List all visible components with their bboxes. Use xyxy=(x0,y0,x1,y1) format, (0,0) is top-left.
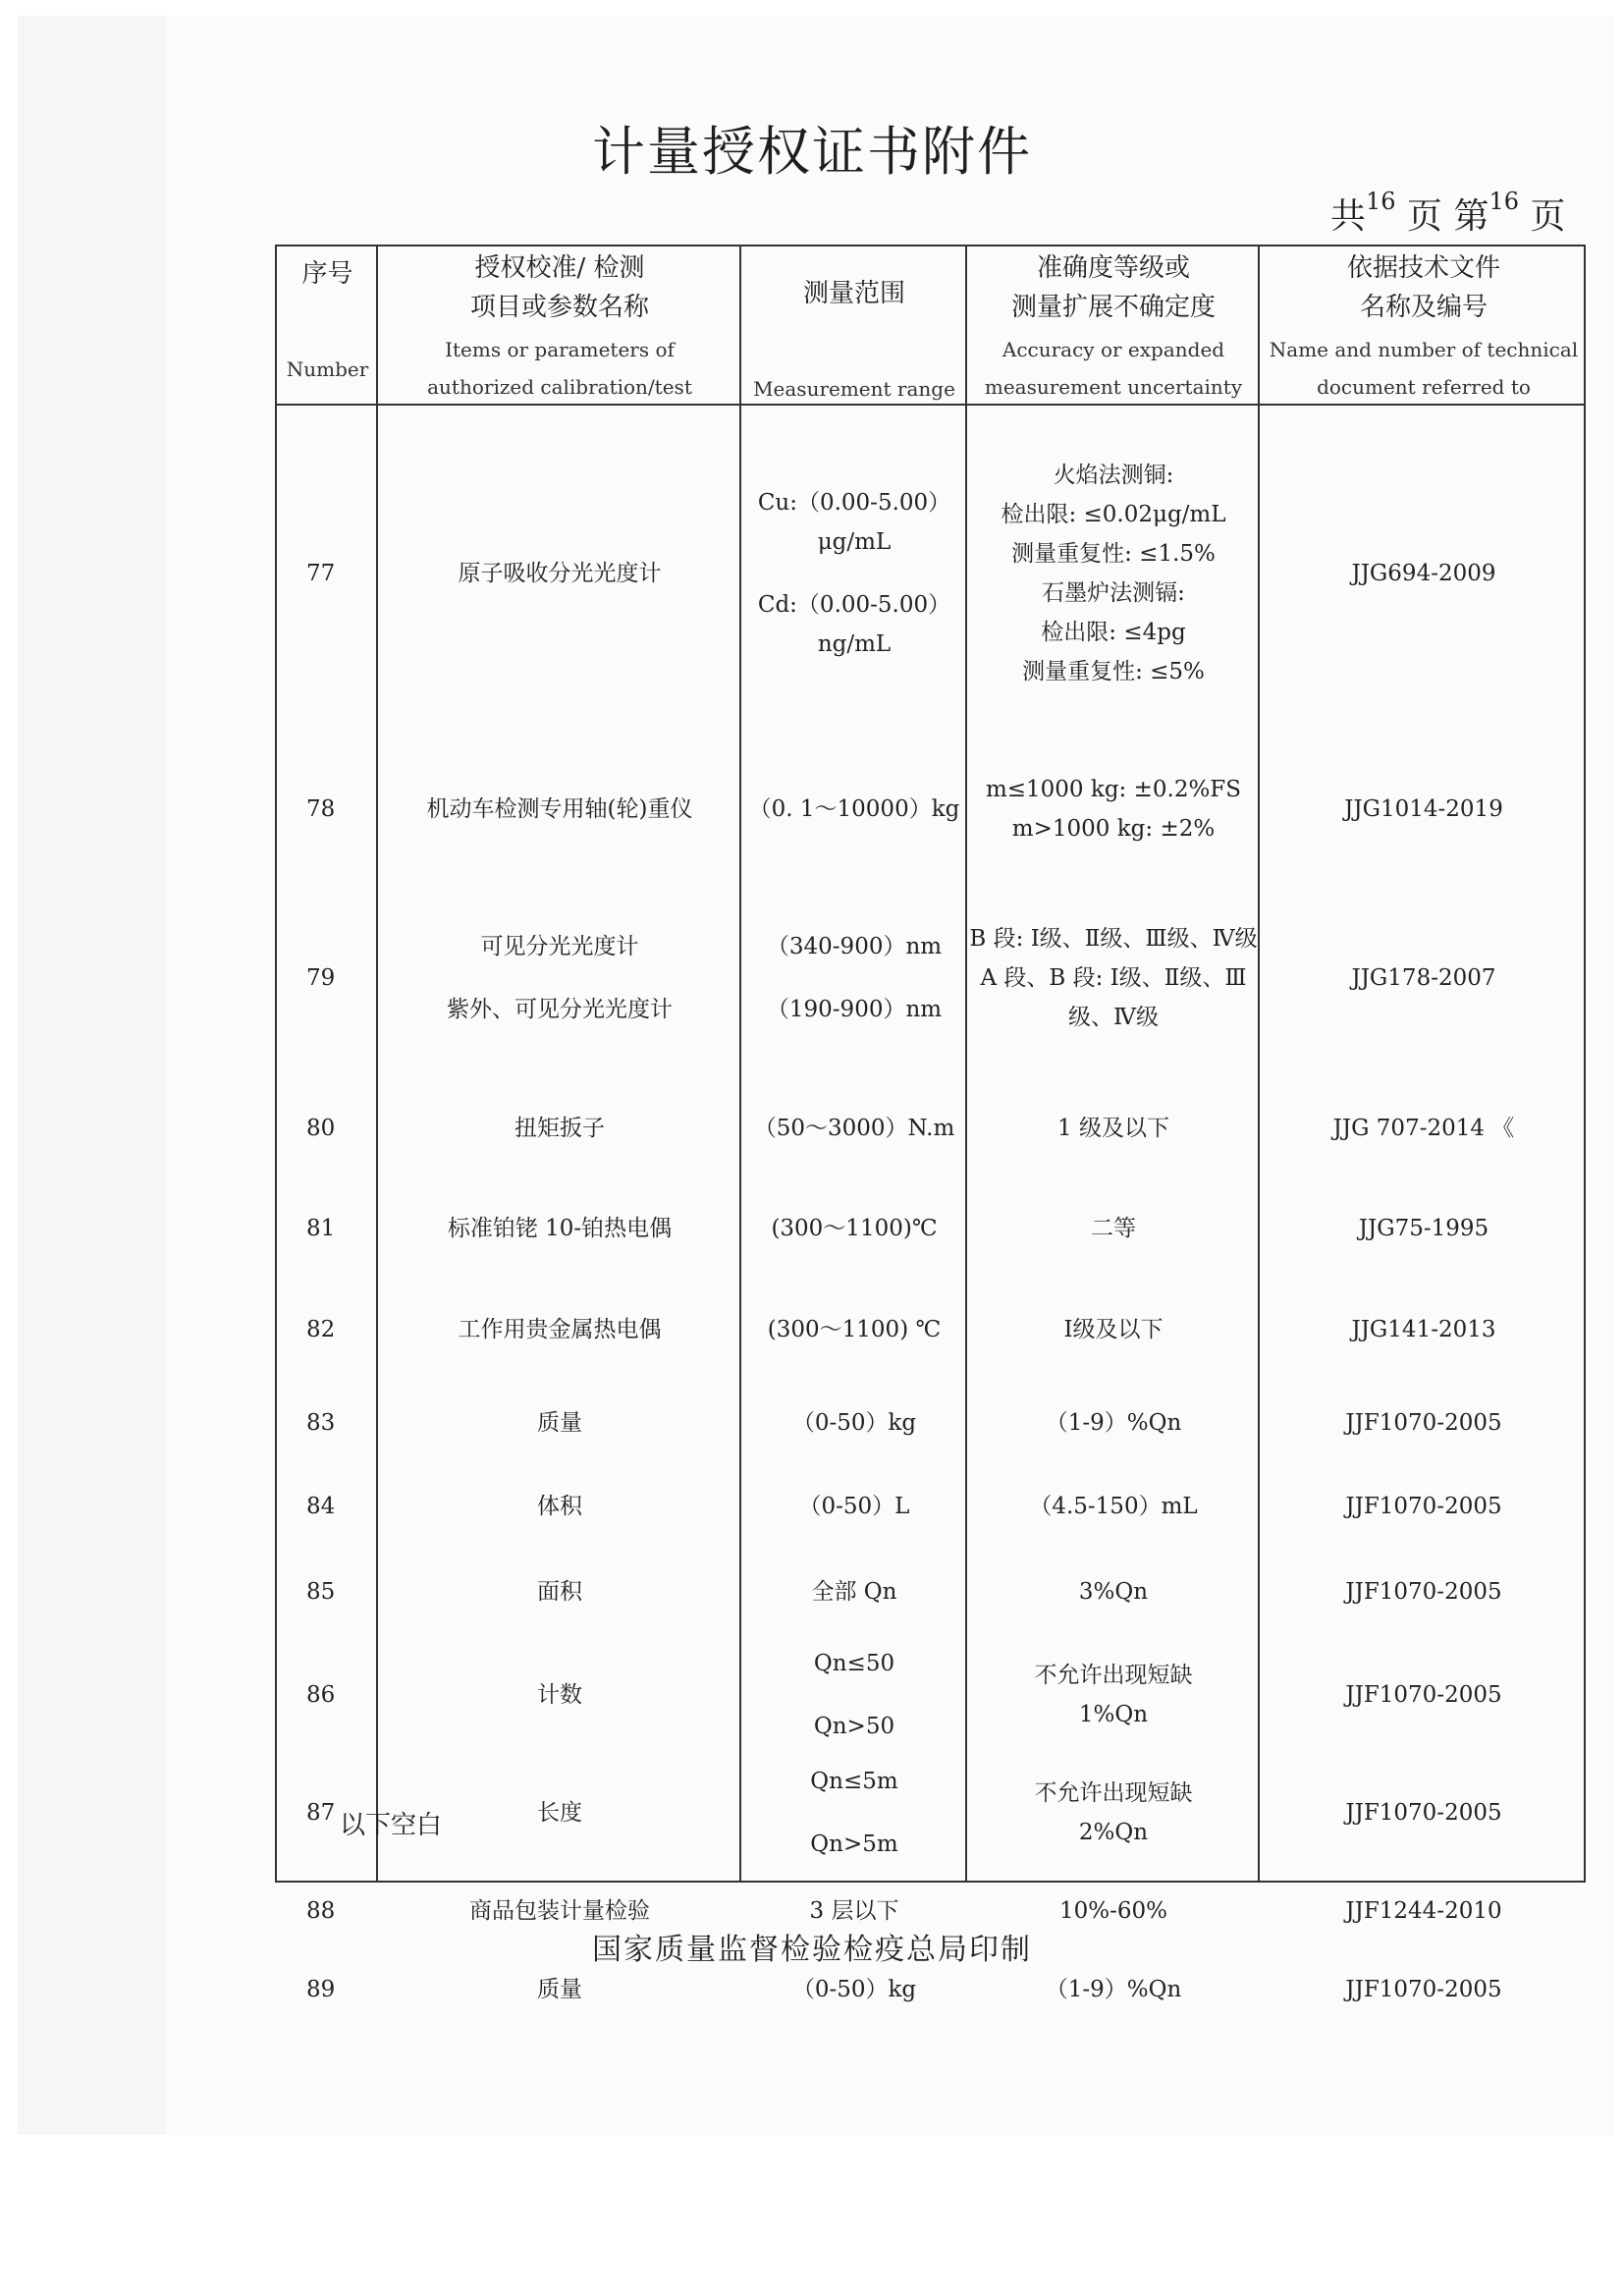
cell-range-line: Qn>5m xyxy=(810,1831,898,1857)
cell-accuracy-line: m≤1000 kg: ±0.2%FS xyxy=(985,776,1242,802)
cell-item-line: 机动车检测专用轴(轮)重仪 xyxy=(426,795,693,822)
cell-item-line: 计数 xyxy=(537,1682,582,1708)
cell-number xyxy=(277,1636,378,1754)
cell-accuracy-line: B 段: Ⅰ级、Ⅱ级、Ⅲ级、Ⅳ级 xyxy=(969,926,1258,952)
header-item xyxy=(378,246,741,406)
cell-document-line: JJG1014-2019 xyxy=(1344,795,1503,822)
cell-range-line: （50～3000）N.m xyxy=(753,1115,955,1141)
cell-accuracy xyxy=(967,1464,1260,1548)
cell-accuracy-line: 3%Qn xyxy=(1078,1579,1149,1605)
table-row xyxy=(277,738,1584,880)
cell-accuracy-line: A 段、B 段: Ⅰ级、Ⅱ级、Ⅲ级、Ⅳ级 xyxy=(980,965,1247,1030)
table-row xyxy=(277,1548,1584,1636)
cell-accuracy-line: 检出限: ≤4pg xyxy=(1041,620,1186,645)
cell-item xyxy=(378,880,741,1076)
cell-number xyxy=(277,1464,378,1548)
cell-document-line: JJG694-2009 xyxy=(1351,561,1496,586)
cell-item-line: 扭矩扳子 xyxy=(514,1115,605,1141)
cell-document-line: JJF1070-2005 xyxy=(1345,1579,1502,1605)
cell-number xyxy=(277,1179,378,1278)
cell-range xyxy=(741,1381,967,1464)
cell-item-line: 质量 xyxy=(537,1977,582,2002)
cell-document xyxy=(1260,1381,1588,1464)
cell-document-line: JJG 707-2014 《 xyxy=(1332,1115,1515,1141)
header-zh-line: 授权校准/ 检测 xyxy=(474,253,645,283)
cell-number-line: 77 xyxy=(306,561,336,586)
cell-range xyxy=(741,1636,967,1754)
cell-item xyxy=(378,1381,741,1464)
cell-document xyxy=(1260,738,1588,880)
cell-range-line: Qn≤50 xyxy=(813,1651,895,1676)
cell-range-line: 3 层以下 xyxy=(809,1898,899,1924)
cell-item-line: 体积 xyxy=(537,1493,582,1519)
cell-document xyxy=(1260,1076,1588,1179)
cell-accuracy-line: 火焰法测铜: xyxy=(1053,463,1174,488)
cell-item-line: 原子吸收分光光度计 xyxy=(458,561,662,586)
cell-number-line: 81 xyxy=(306,1216,336,1241)
cell-document-line: JJF1070-2005 xyxy=(1345,1977,1502,2002)
header-en-line: Name and number of technical xyxy=(1269,338,1579,361)
cell-number-line: 79 xyxy=(306,965,336,991)
header-zh-line: 项目或参数名称 xyxy=(469,293,649,322)
cell-number xyxy=(277,738,378,880)
cell-number-line: 84 xyxy=(306,1493,336,1519)
table-row xyxy=(277,1278,1584,1381)
cell-item xyxy=(378,1548,741,1636)
cell-range-line: Qn>50 xyxy=(813,1714,895,1739)
cell-accuracy-line: 不允许出现短缺 xyxy=(1034,1663,1193,1688)
cell-accuracy xyxy=(967,1636,1260,1754)
cell-accuracy-line: 测量重复性: ≤1.5% xyxy=(1011,541,1216,567)
cell-accuracy-line: Ⅰ级及以下 xyxy=(1063,1316,1164,1342)
header-en-line: document referred to xyxy=(1317,375,1531,399)
total-label: 共 xyxy=(1330,196,1367,237)
cell-accuracy-line: 不允许出现短缺 xyxy=(1034,1780,1193,1806)
cell-number xyxy=(277,1076,378,1179)
cell-item-line: 面积 xyxy=(537,1579,582,1605)
header-en-line: Number xyxy=(286,357,369,381)
cell-item-line: 长度 xyxy=(537,1800,582,1826)
table-row xyxy=(277,1636,1584,1754)
cell-accuracy-line: （1-9）%Qn xyxy=(1045,1977,1182,2002)
header-zh xyxy=(378,246,741,331)
cell-number-line: 78 xyxy=(306,795,336,822)
header-zh-line: 测量扩展不确定度 xyxy=(1010,293,1216,322)
header-zh-line: 依据技术文件 xyxy=(1346,253,1500,283)
cell-document xyxy=(1260,880,1588,1076)
table-row xyxy=(277,1179,1584,1278)
cell-range-line: （0-50）kg xyxy=(791,1977,917,2002)
table-row xyxy=(277,1754,1584,1872)
current-page: 16 xyxy=(1489,188,1520,215)
header-range xyxy=(741,246,967,406)
cell-range-line: （190-900）nm xyxy=(766,997,943,1022)
page-suffix: 页 xyxy=(1530,196,1566,237)
cell-range xyxy=(741,738,967,880)
table-row xyxy=(277,880,1584,1076)
cell-accuracy-line: m>1000 kg: ±2% xyxy=(1011,815,1216,842)
cell-item xyxy=(378,1464,741,1548)
cell-accuracy xyxy=(967,1278,1260,1381)
cell-accuracy xyxy=(967,1754,1260,1872)
page-label: 页 第 xyxy=(1407,196,1489,237)
cell-accuracy xyxy=(967,738,1260,880)
cell-range-line: Cu:（0.00-5.00）μg/mL xyxy=(757,490,951,555)
cell-range-line: (300～1100) ℃ xyxy=(767,1316,942,1342)
cell-document-line: JJG141-2013 xyxy=(1351,1316,1496,1342)
header-zh xyxy=(741,246,967,356)
cell-range xyxy=(741,880,967,1076)
cell-number-line: 85 xyxy=(306,1579,336,1605)
header-en xyxy=(1260,331,1588,406)
cell-range-line: (300～1100)℃ xyxy=(771,1216,938,1241)
cell-accuracy-line: 二等 xyxy=(1091,1216,1136,1241)
cell-document xyxy=(1260,411,1588,736)
header-document xyxy=(1260,246,1588,406)
cell-item-line: 工作用贵金属热电偶 xyxy=(458,1316,662,1342)
header-zh-line: 准确度等级或 xyxy=(1036,253,1190,283)
header-en xyxy=(378,331,741,406)
cell-accuracy-line: （1-9）%Qn xyxy=(1045,1409,1182,1436)
cell-accuracy-line: 检出限: ≤0.02μg/mL xyxy=(1001,502,1226,527)
cell-accuracy-line: 石墨炉法测镉: xyxy=(1042,580,1185,606)
page-indicator xyxy=(1330,189,1565,239)
cell-accuracy-line: 测量重复性: ≤5% xyxy=(1022,659,1205,684)
cell-accuracy-line: 1 级及以下 xyxy=(1057,1115,1169,1141)
cell-number-line: 83 xyxy=(306,1409,336,1436)
table-row xyxy=(277,411,1584,736)
cell-range xyxy=(741,1464,967,1548)
cell-accuracy xyxy=(967,1381,1260,1464)
cell-document-line: JJG75-1995 xyxy=(1358,1216,1489,1241)
cell-item-line: 质量 xyxy=(537,1409,582,1436)
cell-number-line: 89 xyxy=(306,1977,336,2002)
header-zh xyxy=(277,246,378,337)
cell-number-line: 87 xyxy=(306,1800,336,1826)
header-zh-line: 序号 xyxy=(301,259,353,289)
cell-document xyxy=(1260,1636,1588,1754)
header-accuracy xyxy=(967,246,1260,406)
cell-range-line: Qn≤5m xyxy=(810,1769,898,1794)
cell-range xyxy=(741,1278,967,1381)
cell-document-line: JJF1070-2005 xyxy=(1345,1682,1502,1708)
cell-item-line: 商品包装计量检验 xyxy=(469,1898,650,1924)
header-zh xyxy=(1260,246,1588,331)
header-zh-line: 名称及编号 xyxy=(1359,293,1488,322)
cell-range xyxy=(741,1076,967,1179)
cell-range-line: （0-50）kg xyxy=(791,1409,917,1436)
table-row xyxy=(277,1464,1584,1548)
cell-range-line: （0-50）L xyxy=(798,1493,910,1519)
cell-number-line: 82 xyxy=(306,1316,336,1342)
cell-document xyxy=(1260,1464,1588,1548)
header-number xyxy=(277,246,378,406)
cell-document xyxy=(1260,1278,1588,1381)
header-en-line: Accuracy or expanded xyxy=(1001,338,1225,361)
cell-item xyxy=(378,1076,741,1179)
header-en-line: measurement uncertainty xyxy=(984,375,1243,399)
cell-accuracy xyxy=(967,1179,1260,1278)
cell-document-line: JJG178-2007 xyxy=(1351,965,1496,991)
cell-range-line: （340-900）nm xyxy=(766,934,943,959)
cell-accuracy xyxy=(967,1076,1260,1179)
table-row xyxy=(277,1381,1584,1464)
cell-number xyxy=(277,411,378,736)
cell-number xyxy=(277,880,378,1076)
cell-range xyxy=(741,411,967,736)
cell-range xyxy=(741,1754,967,1872)
cell-item xyxy=(378,411,741,736)
total-pages: 16 xyxy=(1366,188,1396,215)
cell-item xyxy=(378,1636,741,1754)
cell-document-line: JJF1070-2005 xyxy=(1345,1800,1502,1826)
cell-item xyxy=(378,1278,741,1381)
cell-item xyxy=(378,738,741,880)
cell-accuracy-line: （4.5-150）mL xyxy=(1029,1493,1198,1519)
cell-document xyxy=(1260,1548,1588,1636)
header-zh xyxy=(967,246,1260,331)
header-zh-line: 测量范围 xyxy=(802,279,905,308)
cell-accuracy xyxy=(967,411,1260,736)
cell-number-line: 88 xyxy=(306,1898,336,1924)
cell-accuracy-line: 1%Qn xyxy=(1078,1702,1149,1727)
header-en-line: Items or parameters of xyxy=(445,338,675,361)
cell-document xyxy=(1260,1179,1588,1278)
cell-item-line: 标准铂铑 10-铂热电偶 xyxy=(447,1216,673,1241)
cell-range-line: 全部 Qn xyxy=(811,1579,897,1605)
cell-document-line: JJF1070-2005 xyxy=(1345,1409,1502,1436)
cell-accuracy-line: 10%-60% xyxy=(1058,1898,1167,1924)
cell-item-line: 可见分光光度计 xyxy=(480,934,639,959)
cell-document-line: JJF1070-2005 xyxy=(1345,1493,1502,1519)
cell-range xyxy=(741,1548,967,1636)
cell-document xyxy=(1260,1754,1588,1872)
cell-accuracy xyxy=(967,1548,1260,1636)
cell-accuracy xyxy=(967,880,1260,1076)
cell-document-line: JJF1244-2010 xyxy=(1345,1898,1502,1924)
footer-printer: 国家质量监督检验检疫总局印制 xyxy=(592,1933,1032,1967)
cell-range xyxy=(741,1179,967,1278)
blank-note: 以下空白 xyxy=(340,1811,443,1840)
cell-number-line: 80 xyxy=(306,1115,336,1141)
cell-item xyxy=(378,1179,741,1278)
cell-item-line: 紫外、可见分光光度计 xyxy=(447,997,673,1022)
cell-range-line: Cd:（0.00-5.00）ng/mL xyxy=(757,592,951,657)
cell-number xyxy=(277,1548,378,1636)
cell-accuracy-line: 2%Qn xyxy=(1078,1820,1149,1845)
cell-number xyxy=(277,1381,378,1464)
header-en-line: Measurement range xyxy=(753,377,955,401)
header-en xyxy=(277,337,378,388)
header-en-line: authorized calibration/test xyxy=(427,375,692,399)
document-title: 计量授权证书附件 xyxy=(592,121,1032,183)
header-en xyxy=(741,356,967,408)
cell-number xyxy=(277,1278,378,1381)
table-row xyxy=(277,1076,1584,1179)
cell-number-line: 86 xyxy=(306,1682,336,1708)
header-en xyxy=(967,331,1260,406)
cell-range-line: （0. 1～10000）kg xyxy=(748,795,960,822)
